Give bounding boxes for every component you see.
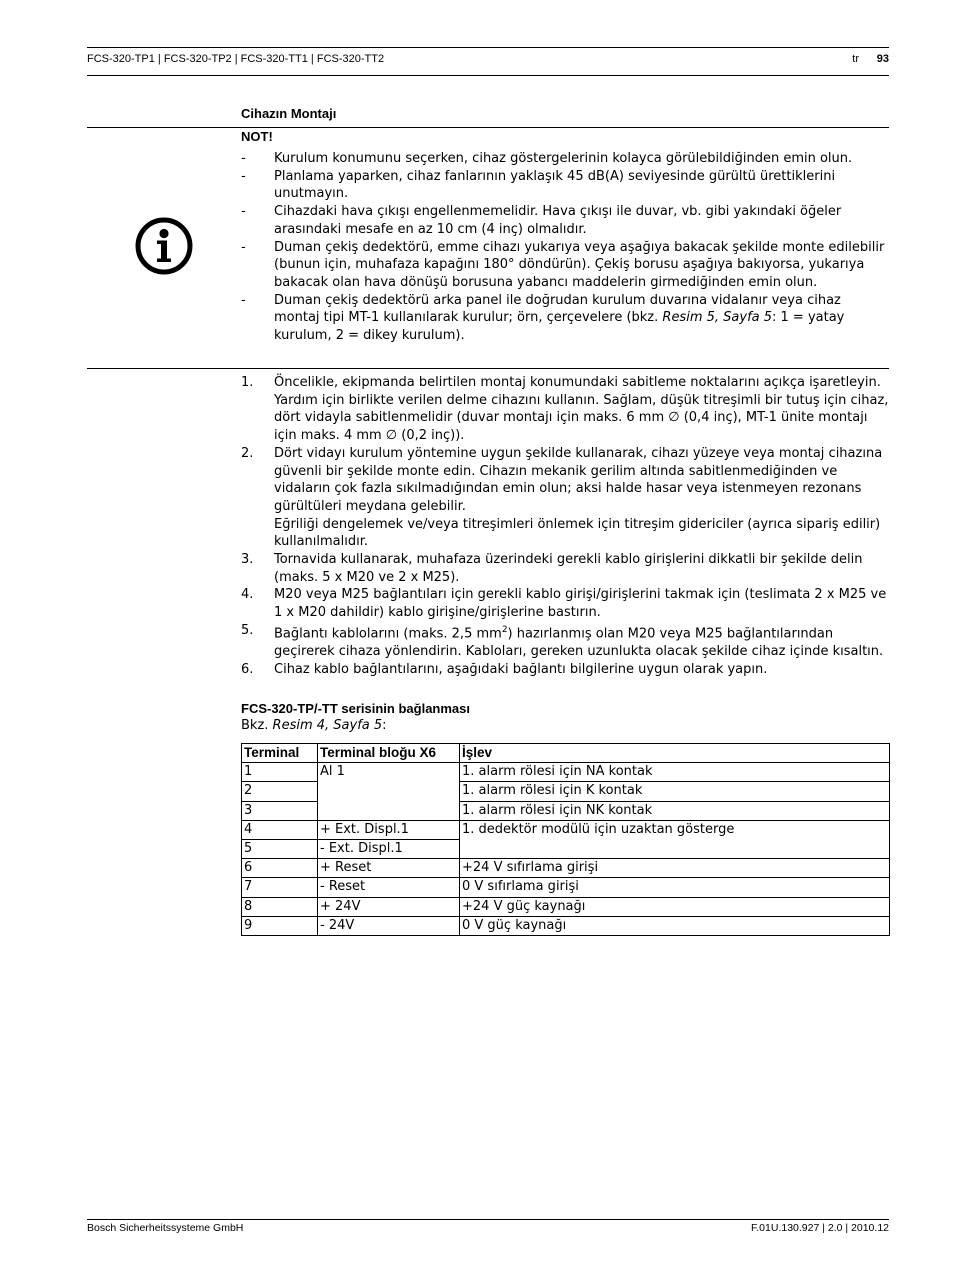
page-number: 93 (876, 53, 889, 65)
section-divider (87, 127, 889, 128)
table-row: 6 + Reset +24 V sıfırlama girişi (242, 859, 890, 878)
table-row: 2 1. alarm rölesi için K kontak (242, 782, 890, 801)
column-header: Terminal bloğu X6 (318, 744, 460, 763)
list-item: 5. Bağlantı kablolarını (maks. 2,5 $mm^2$) hazırlanmış olan M20 veya M25 bağlantılarından geçirerek cihaza yönlendirin. Kabloları, gereken uzunlukta olacak şekilde cihaz içinde kısaltın. (241, 622, 884, 659)
page-header (87, 47, 889, 76)
table-row: 4 + Ext. Displ.1 1. dedektör modülü için uzaktan gösterge (242, 820, 890, 839)
table-row: 3 1. alarm rölesi için NK kontak (242, 801, 890, 820)
list-item: 2. Dört vidayı kurulum yöntemine uygun şekilde kullanarak, cihazı yüzeye veya montaj cihazına güvenli bir şekilde monte edin. Cihazın mekanik gerilim altında sabitlenmediğinden ve vidaların çok fazla sıkılmadığından emin olun; aksi halde hasar veya istenmeyen rezonans gürültüleri meydana gelebilir. Eğriliği dengelemek ve/veya titreşimleri önlemek için titreşim gidericiler (ayrıca sipariş edilir) kullanılmalıdır. (241, 445, 889, 551)
header-models: FCS-320-TP1 | FCS-320-TP2 | FCS-320-TT1 | FCS-320-TT2 (87, 53, 385, 65)
list-item: - Duman çekiş dedektörü, emme cihazı yukarıya veya aşağıya bakacak şekilde monte edilebilir (bunun için, muhafaza kapağını 180° döndürün). Çekiş borusu aşağıya bakıyorsa, yukarıya bakacak olan hava dönüşü borusuna yabancı maddelerin girmediğinden emin olun. (241, 239, 885, 290)
page-footer (87, 1219, 889, 1234)
header-language: tr (852, 53, 859, 65)
list-item: 6. Cihaz kablo bağlantılarını, aşağıdaki bağlantı bilgilerine uygun olarak yapın. (241, 661, 768, 677)
table-row: 5 - Ext. Displ.1 (242, 839, 890, 858)
list-item: - Duman çekiş dedektörü arka panel ile doğrudan kurulum duvarına vidalanır veya cihaz montaj tipi MT-1 kullanılarak kurulur; örn, çerçevelere (bkz. Resim 5, Sayfa 5: 1 = yatay kurulum, 2 = dikey kurulum). (241, 292, 845, 344)
table-row: 8 + 24V +24 V güç kaynağı (242, 897, 890, 916)
table-header-row (242, 744, 890, 763)
footer-document-id: F.01U.130.927 | 2.0 | 2010.12 (751, 1222, 889, 1234)
list-item: 3. Tornavida kullanarak, muhafaza üzerindeki gerekli kablo girişlerini dikkatli bir şekilde delin (maks. 5 x M20 ve 2 x M25). (241, 552, 863, 585)
list-item: - Kurulum konumunu seçerken, cihaz göstergelerinin kolayca görülebildiğinden emin olun. (241, 151, 853, 166)
list-item: 4. M20 veya M25 bağlantıları için gerekli kablo girişi/girişlerini takmak için (teslimata 2 x M25 ve 1 x M20 dahildir) kablo girişine/girişlerine bastırın. (241, 587, 887, 621)
note-list (241, 150, 889, 345)
figure-reference[interactable]: Resim 4, Sayfa 5 (272, 718, 383, 733)
note-label: NOT! (241, 129, 273, 144)
list-item: - Cihazdaki hava çıkışı engellenmemelidir. Hava çıkışı ile duvar, vb. gibi yakındaki öğeler arasındaki mesafe en az 10 cm (4 inç) olmalıdır. (241, 204, 842, 237)
section-title: Cihazın Montajı (241, 106, 337, 121)
terminal-table (241, 743, 890, 936)
connection-title: FCS-320-TP/-TT serisinin bağlanması (241, 701, 470, 716)
note-divider (87, 368, 889, 369)
step-subnote: Eğriliği dengelemek ve/veya titreşimleri önlemek için titreşim gidericiler (ayrıca sipariş edilir) kullanılmalıdır. (274, 516, 881, 550)
table-row: 9 - 24V 0 V güç kaynağı (242, 916, 890, 935)
list-item: 1. Öncelikle, ekipmanda belirtilen montaj konumundaki sabitleme noktalarını açıkça işaretleyin. Yardım için birlikte verilen delme cihazını kullanın. Sağlam, düşük titreşimli bir tutuş için cihaz, dört vidayla sabitlenmelidir (duvar montajı için maks. 6 mm ∅ (0,4 inç), MT-1 ünite montajı için maks. 4 mm ∅ (0,2 inç)). (241, 375, 889, 444)
footer-company: Bosch Sicherheitssysteme GmbH (87, 1222, 244, 1234)
list-item: - Planlama yaparken, cihaz fanlarının yaklaşık 45 dB(A) seviyesinde gürültü ürettiklerini unutmayın. (241, 168, 836, 202)
connection-reference: Bkz. Resim 4, Sayfa 5: (241, 718, 387, 733)
steps-list (241, 374, 889, 678)
figure-reference[interactable]: Resim 5, Sayfa 5 (662, 310, 773, 326)
info-icon (135, 217, 193, 275)
table-row: 1 Al 1 1. alarm rölesi için NA kontak (242, 763, 890, 782)
column-header: Terminal (242, 744, 318, 763)
column-header: İşlev (460, 744, 890, 763)
table-row: 7 - Reset 0 V sıfırlama girişi (242, 878, 890, 897)
